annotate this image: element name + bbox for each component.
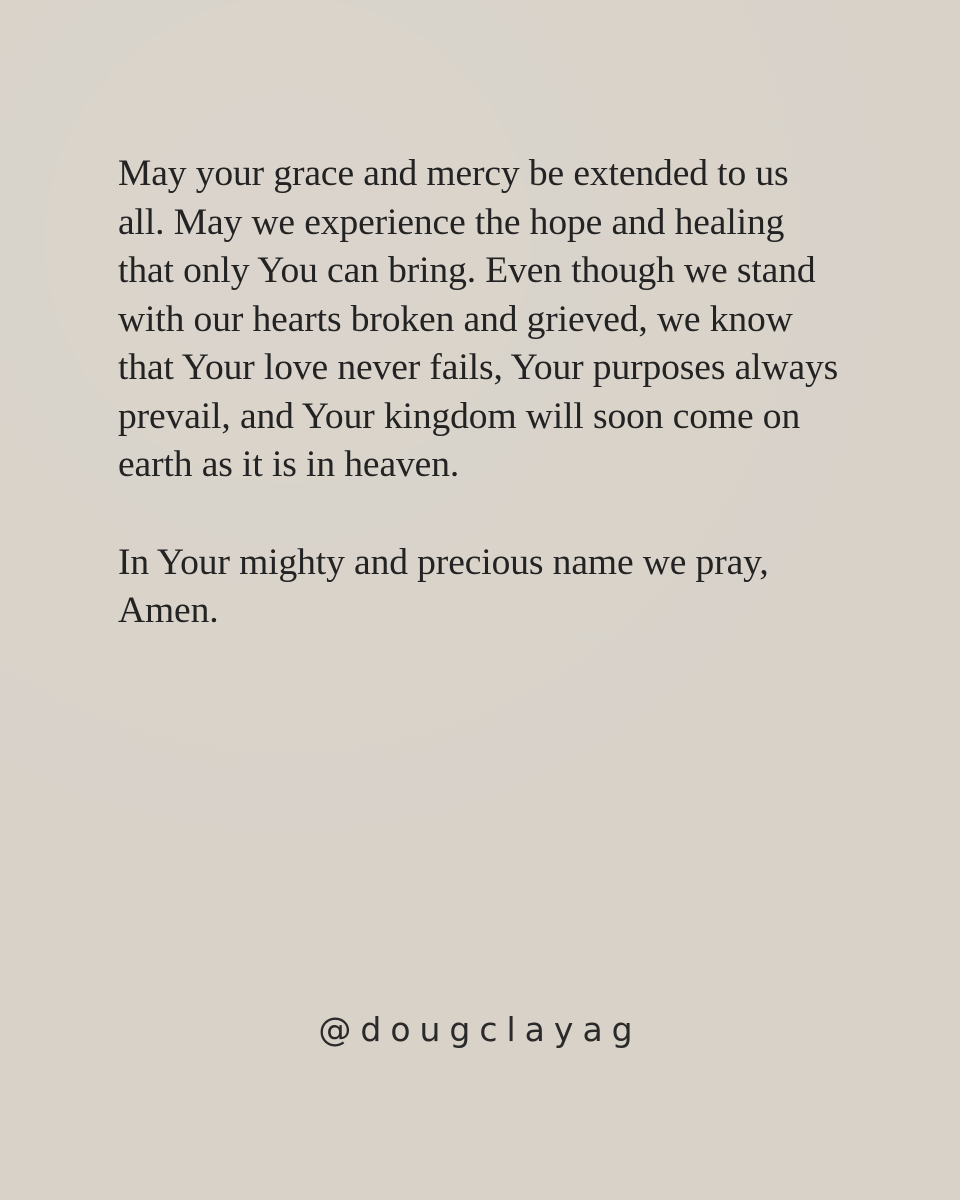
prayer-line: prevail, and Your kingdom will soon come on xyxy=(118,395,801,437)
closing-paragraph xyxy=(118,539,878,636)
closing-line: In Your mighty and precious name we pray, xyxy=(118,541,769,583)
prayer-line: all. May we experience the hope and healing xyxy=(118,201,785,243)
prayer-line: that Your love never fails, Your purposes always xyxy=(118,347,839,388)
prayer-text xyxy=(118,150,878,636)
prayer-line: with our hearts broken and grieved, we know xyxy=(118,298,793,340)
prayer-line: earth as it is in heaven. xyxy=(118,444,460,485)
prayer-line: May your grace and mercy be extended to us xyxy=(118,153,789,194)
prayer-paragraph xyxy=(118,150,878,490)
amen-line: Amen. xyxy=(118,590,219,631)
author-handle: @dougclayag xyxy=(318,1010,642,1049)
prayer-line: that only You can bring. Even though we stand xyxy=(118,250,816,291)
